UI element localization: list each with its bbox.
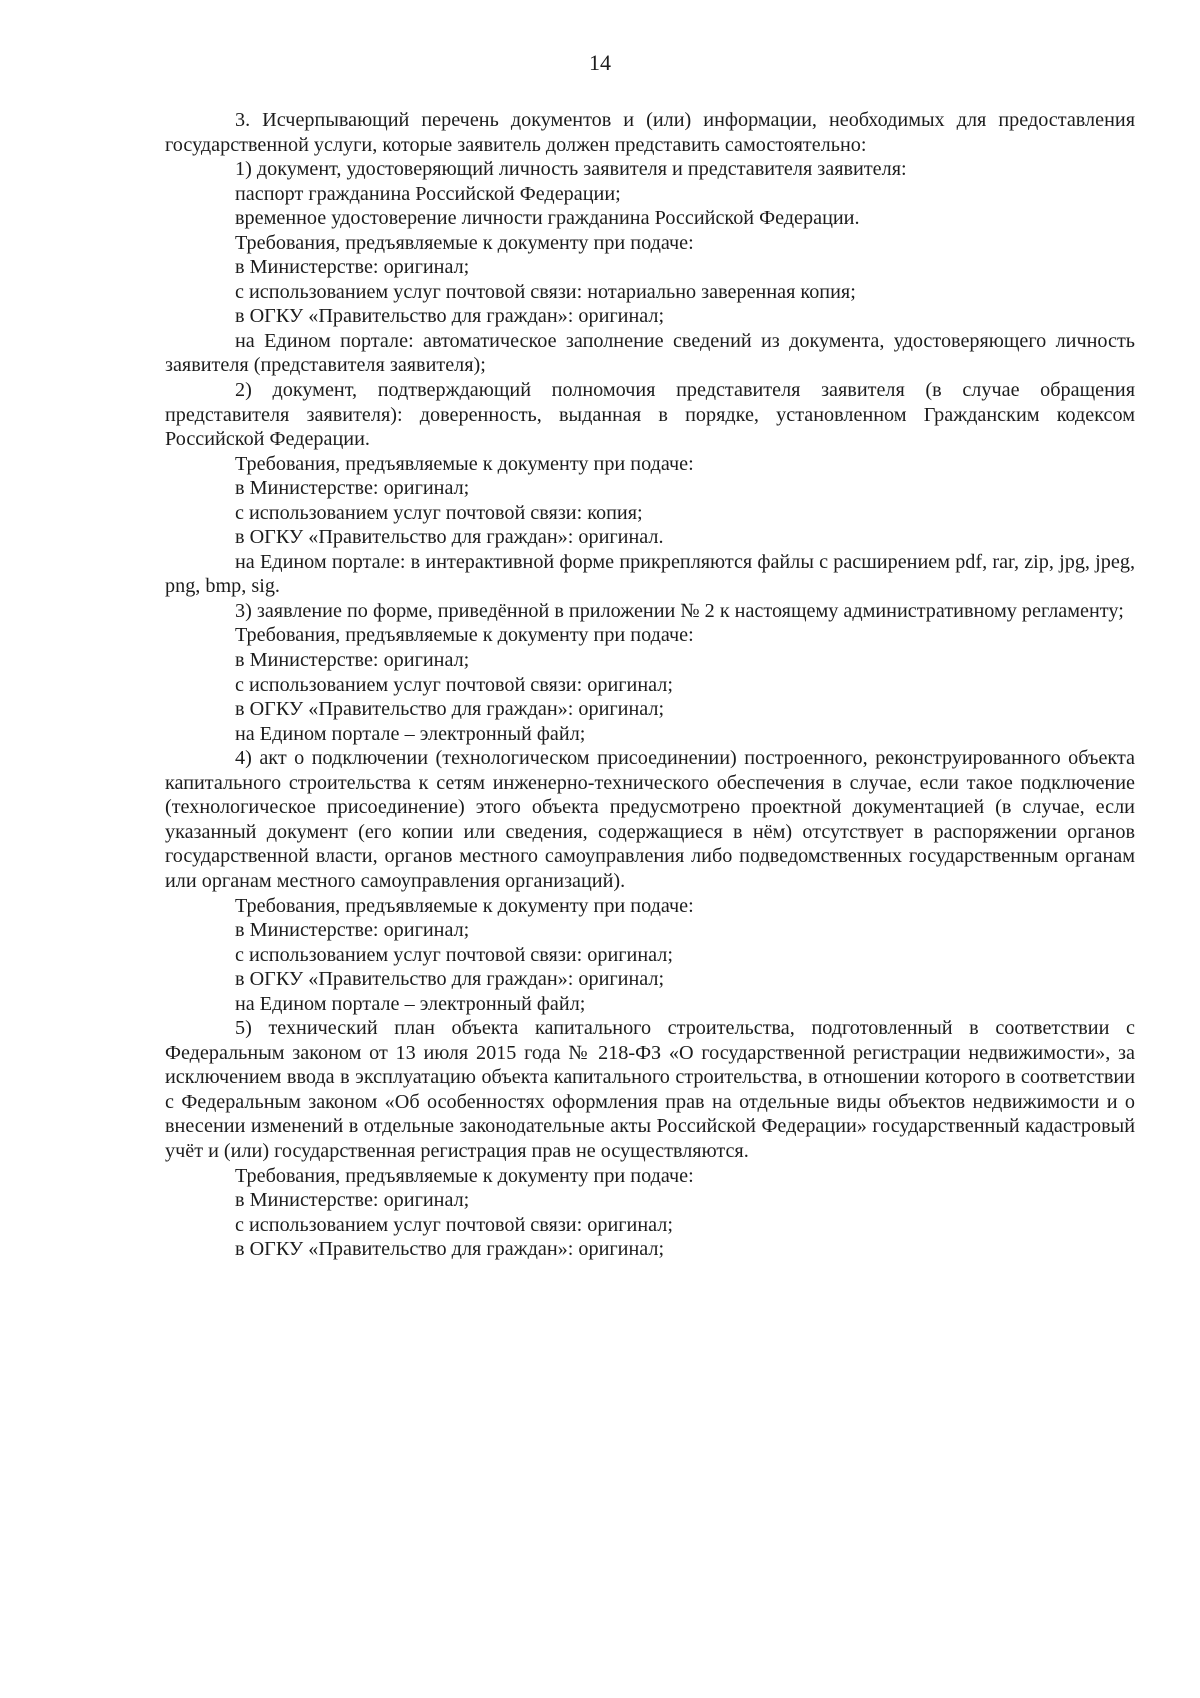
paragraph: в ОГКУ «Правительство для граждан»: оригинал; [235,968,665,991]
paragraph: с использованием услуг почтовой связи: копия; [235,501,643,524]
paragraph: на Едином портале: в интерактивной форме прикрепляются файлы с расширением pdf, rar, zip, jpg, jpeg, png, bmp, sig. [165,550,1135,598]
paragraph: с использованием услуг почтовой связи: оригинал; [235,943,673,966]
paragraph: с использованием услуг почтовой связи: оригинал; [235,673,673,696]
paragraph: с использованием услуг почтовой связи: нотариально заверенная копия; [235,280,856,303]
paragraph: в Министерстве: оригинал; [235,649,470,672]
paragraph: на Едином портале – электронный файл; [235,992,586,1015]
paragraph: паспорт гражданина Российской Федерации; [235,182,621,205]
paragraph: Требования, предъявляемые к документу при подаче: [235,624,694,647]
document-body [165,108,1135,1262]
paragraph: в ОГКУ «Правительство для граждан»: оригинал; [235,698,665,721]
paragraph: в Министерстве: оригинал; [235,1189,470,1212]
paragraph: 2) документ, подтверждающий полномочия представителя заявителя (в случае обращения представителя заявителя): доверенность, выданная в порядке, установленном Гражданским кодексом Российской Федерации. [165,379,1135,451]
paragraph: 4) акт о подключении (технологическом присоединении) построенного, реконструированного объекта капитального строительства к сетям инженерно-технического обеспечения в случае, если такое подключение (технологическое присоединение) этого объекта предусмотрено проектной документацией (в случае, если указанный документ (его копии или сведения, содержащиеся в нём) отсутствует в распоряжении органов государственной власти, органов местного самоуправления либо подведомственных государственным органам или органам местного самоуправления организаций). [165,747,1135,892]
page-number: 14 [589,50,611,75]
paragraph: 3. Исчерпывающий перечень документов и (или) информации, необходимых для предоставления государственной услуги, которые заявитель должен представить самостоятельно: [165,109,1135,156]
paragraph: в ОГКУ «Правительство для граждан»: оригинал. [235,526,664,549]
paragraph: с использованием услуг почтовой связи: оригинал; [235,1213,673,1236]
paragraph: временное удостоверение личности гражданина Российской Федерации. [235,207,860,230]
paragraph: Требования, предъявляемые к документу при подаче: [235,1164,694,1187]
paragraph: 3) заявление по форме, приведённой в приложении № 2 к настоящему административному регламенту; [235,599,1124,622]
paragraph: Требования, предъявляемые к документу при подаче: [235,452,694,475]
paragraph: в ОГКУ «Правительство для граждан»: оригинал; [235,305,665,328]
paragraph: в ОГКУ «Правительство для граждан»: оригинал; [235,1238,665,1261]
paragraph: на Едином портале: автоматическое заполнение сведений из документа, удостоверяющего личность заявителя (представителя заявителя); [165,329,1135,377]
paragraph: на Едином портале – электронный файл; [235,722,586,745]
paragraph: Требования, предъявляемые к документу при подаче: [235,231,694,254]
paragraph: в Министерстве: оригинал; [235,477,470,500]
paragraph: в Министерстве: оригинал; [235,919,470,942]
paragraph: Требования, предъявляемые к документу при подаче: [235,894,694,917]
paragraph: в Министерстве: оригинал; [235,256,470,279]
paragraph: 1) документ, удостоверяющий личность заявителя и представителя заявителя: [235,158,907,181]
paragraph: 5) технический план объекта капитального строительства, подготовленный в соответствии с Федеральным законом от 13 июля 2015 года № 218-ФЗ «О государственной регистрации недвижимости», за исключением ввода в эксплуатацию объекта капитального строительства, в отношении которого в соответствии с Федеральным законом «Об особенностях оформления прав на отдельные виды объектов недвижимости и о внесении изменений в отдельные законодательные акты Российской Федерации» государственный кадастровый учёт и (или) государственная регистрация прав не осуществляются. [165,1017,1135,1162]
